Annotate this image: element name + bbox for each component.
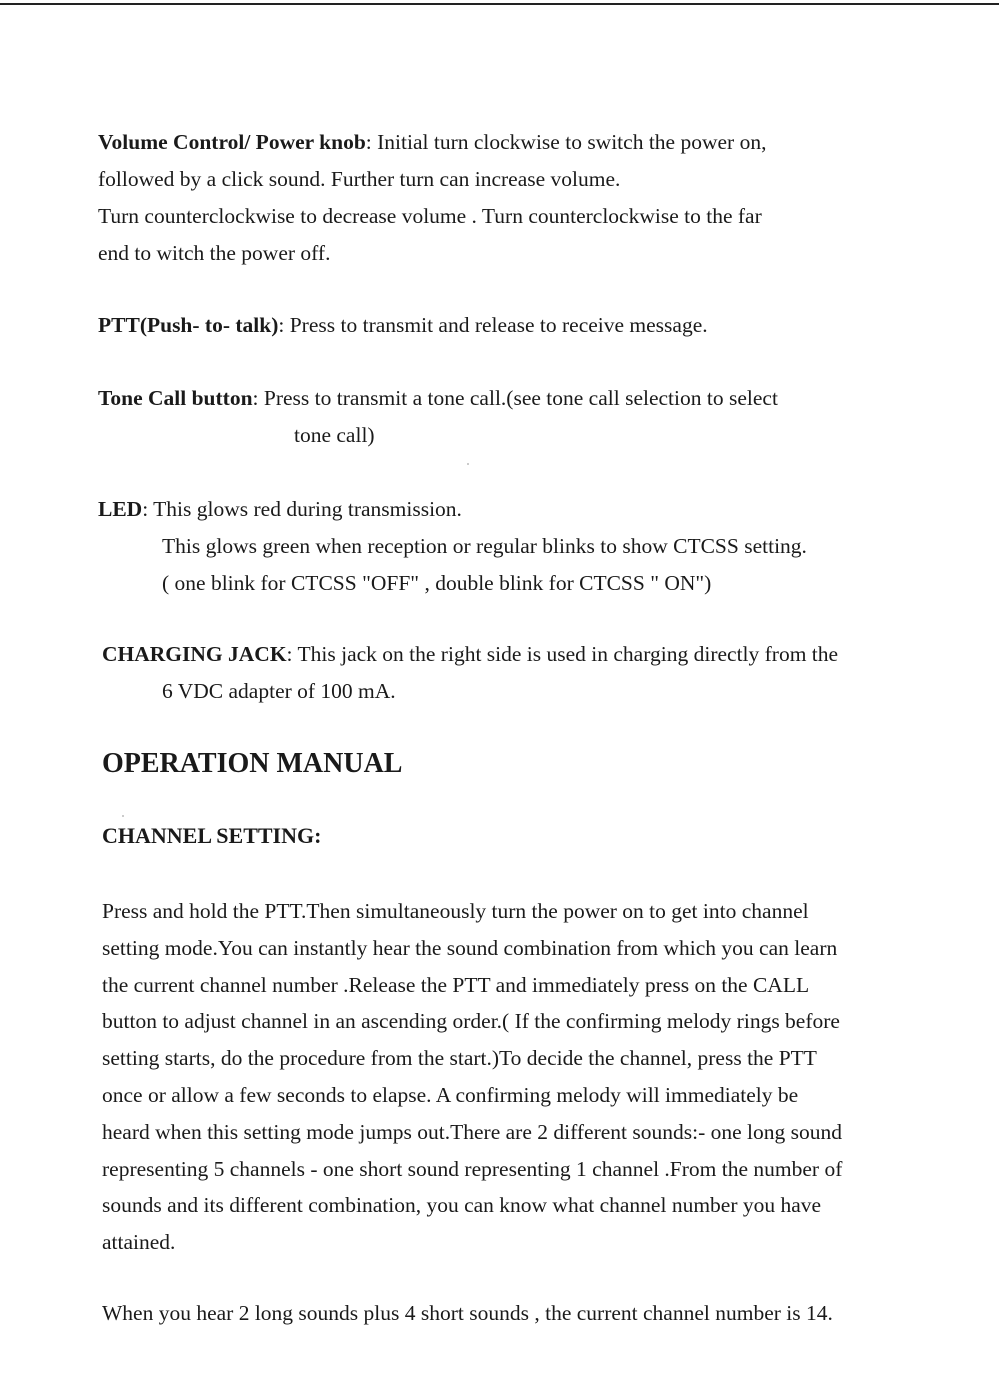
volume-control-section <box>98 124 958 272</box>
channel-setting-paragraph <box>102 893 952 1261</box>
paragraph-line: attained. <box>102 1230 176 1255</box>
operation-manual-heading: OPERATION MANUAL <box>102 748 403 779</box>
charging-jack-line-1: CHARGING JACK: This jack on the right side is used in charging directly from the <box>102 642 839 666</box>
paragraph-line: once or allow a few seconds to elapse. A confirming melody will immediately be <box>102 1082 799 1107</box>
led-line-3: ( one blink for CTCSS "OFF" , double blink for CTCSS " ON") <box>162 571 712 595</box>
channel-example-paragraph <box>102 1295 952 1332</box>
paragraph-line: Press and hold the PTT.Then simultaneously turn the power on to get into channel <box>102 899 809 923</box>
paragraph-line: the current channel number .Release the PTT and immediately press on the CALL <box>102 972 810 997</box>
scan-speck <box>122 815 124 817</box>
led-line-1: LED: This glows red during transmission. <box>98 497 462 521</box>
scan-speck <box>467 463 469 465</box>
ptt-section <box>98 307 958 344</box>
top-border-rule <box>0 3 999 5</box>
paragraph-line: button to adjust channel in an ascending order.( If the confirming melody rings before <box>102 1009 840 1034</box>
led-section <box>98 491 958 602</box>
charging-jack-section <box>102 636 962 710</box>
paragraph-line: representing 5 channels - one short sound representing 1 channel .From the number of <box>102 1156 843 1181</box>
tone-call-term: Tone Call button <box>98 386 253 410</box>
paragraph-line: setting mode.You can instantly hear the sound combination from which you can learn <box>102 935 838 960</box>
volume-control-line-3: Turn counterclockwise to decrease volume . Turn counterclockwise to the far <box>98 204 762 228</box>
volume-control-line-2: followed by a click sound. Further turn can increase volume. <box>98 167 621 191</box>
tone-call-section <box>98 380 958 454</box>
ptt-term: PTT(Push- to- talk) <box>98 313 279 337</box>
led-line-2: This glows green when reception or regular blinks to show CTCSS setting. <box>162 534 807 558</box>
charging-jack-term: CHARGING JACK <box>102 642 287 666</box>
volume-control-term: Volume Control/ Power knob <box>98 130 366 154</box>
paragraph-line: heard when this setting mode jumps out.There are 2 different sounds:- one long sound <box>102 1119 843 1144</box>
paragraph-line: sounds and its different combination, you can know what channel number you have <box>102 1193 822 1218</box>
charging-jack-line-2: 6 VDC adapter of 100 mA. <box>162 679 396 703</box>
channel-example-text: When you hear 2 long sounds plus 4 short sounds , the current channel number is 14. <box>102 1301 833 1325</box>
paragraph-line: setting starts, do the procedure from the start.)To decide the channel, press the PTT <box>102 1046 817 1071</box>
volume-control-line-1: Volume Control/ Power knob: Initial turn clockwise to switch the power on, <box>98 130 767 154</box>
led-term: LED <box>98 497 143 521</box>
ptt-line: PTT(Push- to- talk): Press to transmit and release to receive message. <box>98 313 708 337</box>
tone-call-line-2: tone call) <box>294 423 375 447</box>
channel-setting-heading: CHANNEL SETTING: <box>102 823 322 848</box>
tone-call-line-1: Tone Call button: Press to transmit a tone call.(see tone call selection to select <box>98 386 778 410</box>
volume-control-line-4: end to witch the power off. <box>98 241 331 265</box>
